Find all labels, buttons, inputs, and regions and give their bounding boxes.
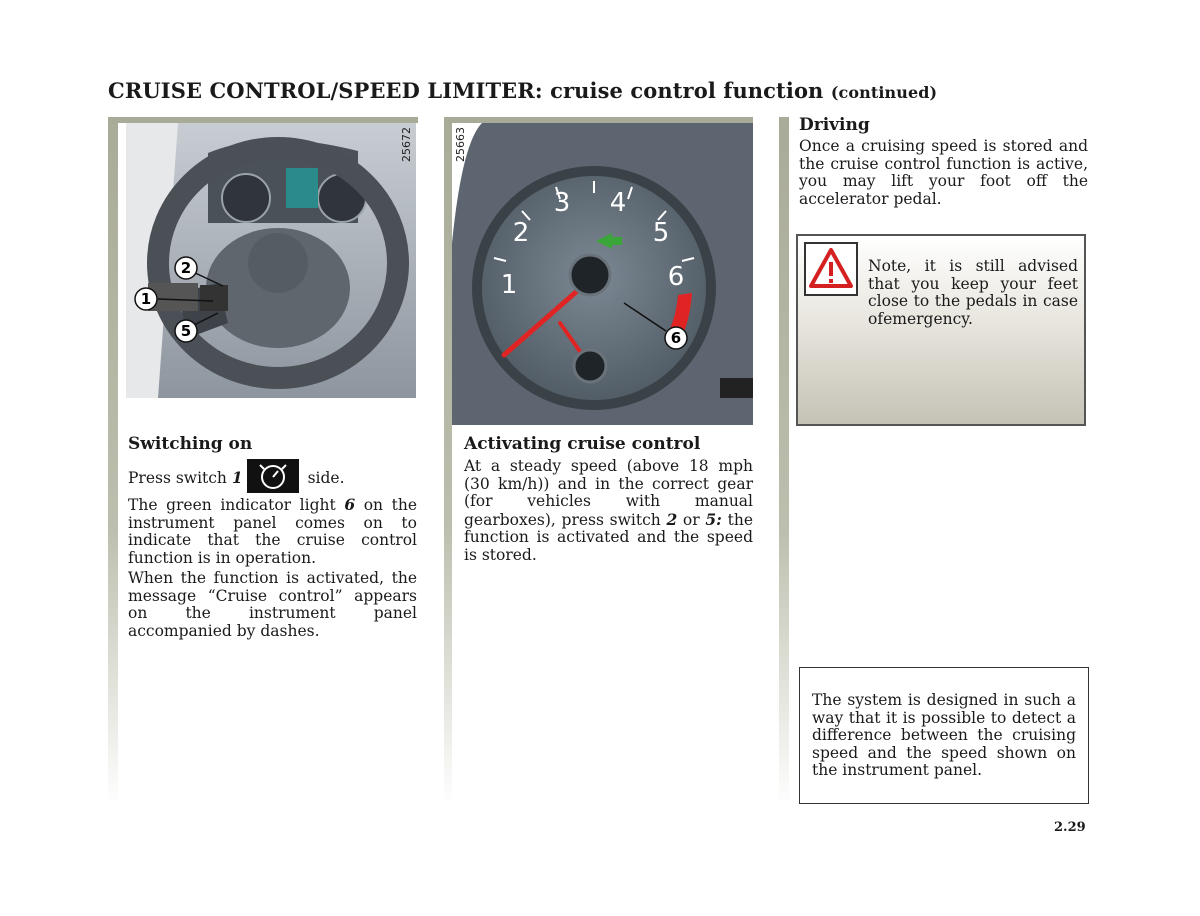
indicator-ref-6: 6 — [344, 495, 356, 514]
driving-heading: Driving — [799, 115, 870, 135]
activating-paragraph — [464, 458, 753, 564]
switch-ref-1: 1 — [231, 468, 243, 487]
switching-on-paragraph-1 — [128, 462, 417, 496]
figure-ref-steering: 25672 — [400, 127, 413, 162]
note-text: Note, it is still advised that you keep your feet close to the pedals in case ofemergency. — [868, 257, 1078, 328]
driving-paragraph: Once a cruising speed is stored and the cruise control function is active, you may lift your foot off the accelerator pedal. — [799, 137, 1088, 208]
dial-number-1: 1 — [500, 270, 518, 300]
note-box — [796, 234, 1086, 426]
switch-ref-5: 5: — [705, 509, 722, 529]
dial-number-3: 3 — [553, 188, 571, 218]
figure-ref-cluster: 25663 — [454, 127, 467, 162]
callout-6: 6 — [670, 329, 682, 347]
column-rule-middle — [444, 117, 452, 807]
instrument-cluster-figure — [452, 123, 753, 425]
text-fragment: side. — [302, 469, 345, 487]
text-fragment: At a steady speed (above 18 mph (30 km/h)) and in the correct gear (for vehicles with manual gearboxes), press switch — [464, 457, 753, 529]
warning-triangle-icon — [804, 242, 858, 296]
page-title — [108, 78, 937, 103]
activating-heading: Activating cruise control — [464, 434, 701, 454]
switch-ref-2: 2 — [666, 509, 678, 529]
text-fragment: The green indicator light — [128, 496, 345, 514]
callout-1: 1 — [140, 290, 152, 308]
text-fragment: or — [677, 510, 706, 529]
info-text: The system is designed in such a way that it is possible to detect a difference between the cruising speed and the speed shown on the instrument panel. — [812, 691, 1076, 779]
text-fragment: Press switch — [128, 469, 232, 487]
dial-number-2: 2 — [512, 218, 530, 248]
steering-wheel-figure — [118, 123, 418, 398]
dial-number-5: 5 — [652, 218, 670, 248]
switching-on-paragraph-2 — [128, 496, 417, 567]
callout-2: 2 — [180, 259, 192, 277]
text-fragment: the function is activated and the speed is stored. — [464, 510, 753, 564]
dial-number-6: 6 — [667, 262, 685, 292]
title-suffix: (continued) — [830, 83, 938, 102]
info-box — [799, 667, 1089, 804]
text-fragment: on the instrument panel comes on to indicate that the cruise control function is in operation. — [128, 496, 418, 567]
title-main: CRUISE CONTROL/SPEED LIMITER: cruise control function — [108, 78, 824, 103]
callout-5: 5 — [180, 322, 192, 340]
switching-on-heading: Switching on — [128, 434, 253, 454]
column-rule-left — [108, 117, 118, 807]
page-number: 2.29 — [1054, 820, 1086, 835]
switching-on-paragraph-3: When the function is activated, the message “Cruise control” appears on the instrument panel accompanied by dashes. — [128, 569, 417, 640]
column-rule-right — [779, 117, 789, 807]
dial-number-4: 4 — [609, 188, 627, 218]
cruise-control-switch-icon — [247, 459, 299, 493]
